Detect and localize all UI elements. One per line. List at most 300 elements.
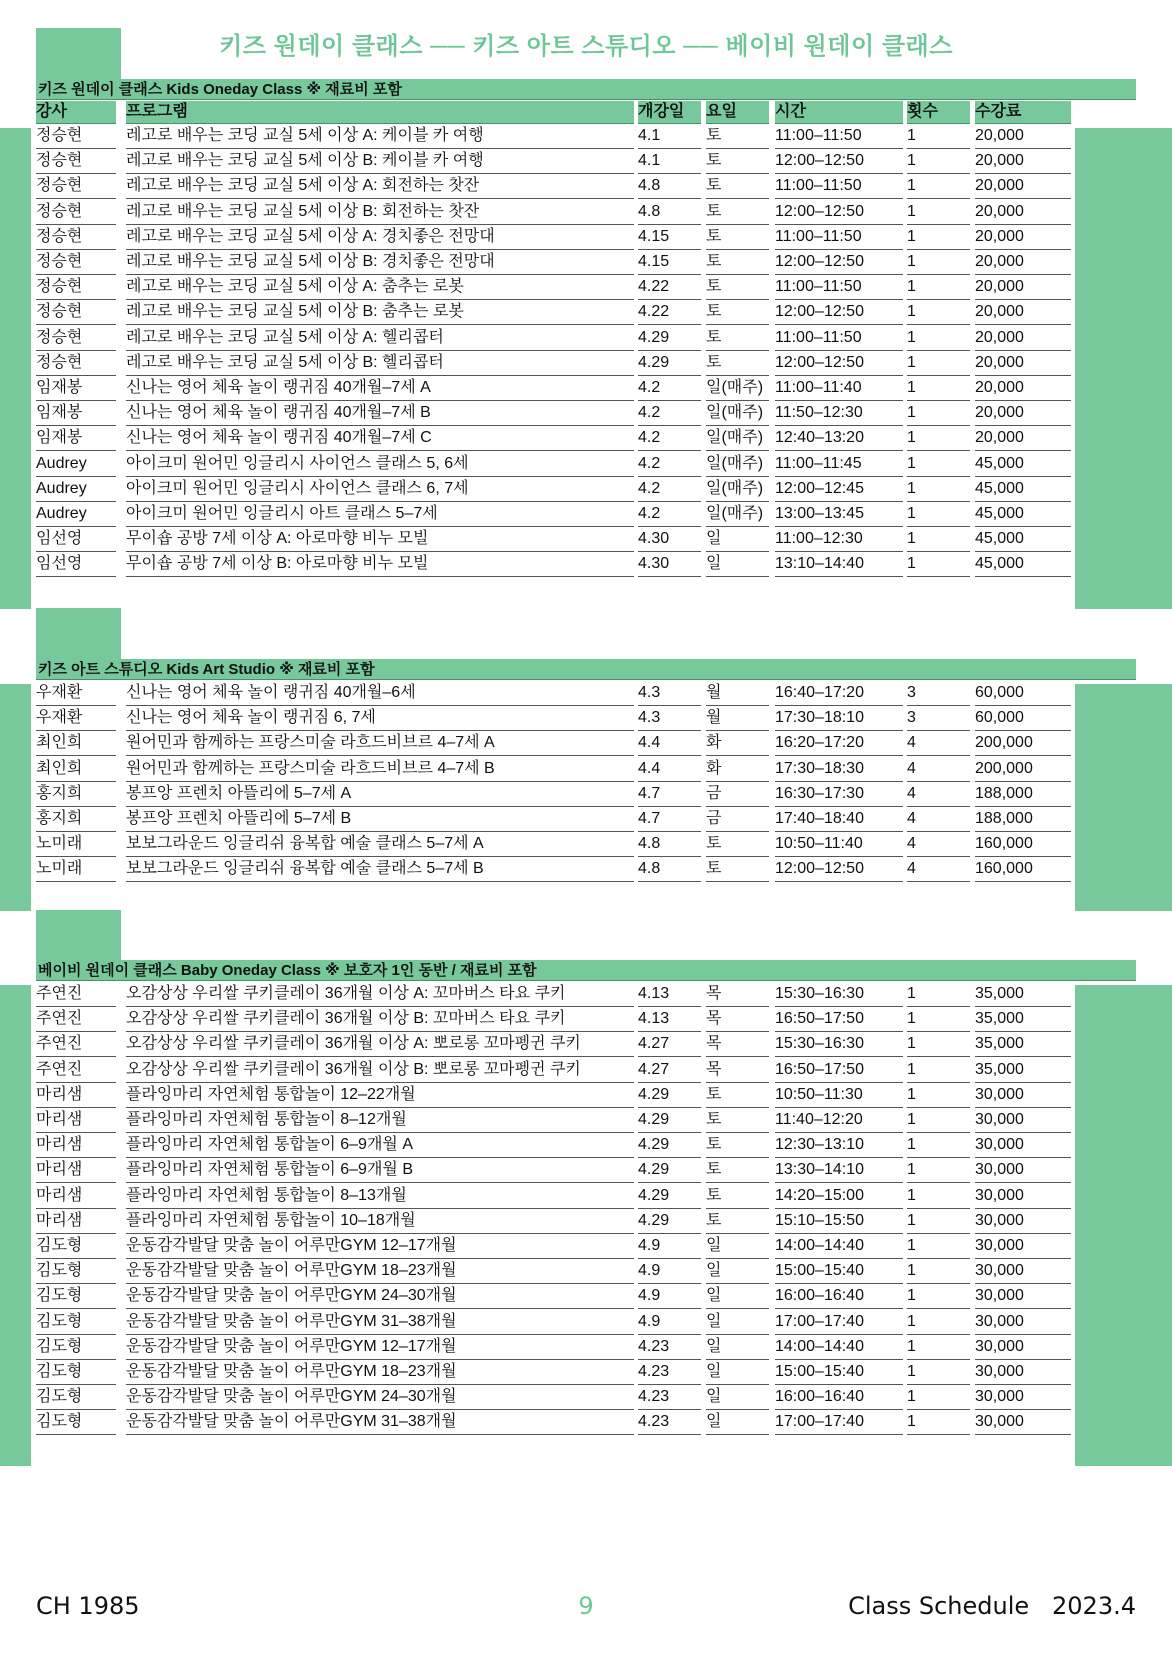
- row-weekday: 토: [706, 275, 769, 300]
- row-instructor: 마리샘: [36, 1158, 116, 1183]
- table-row: [36, 477, 1136, 503]
- row-time: 11:00–11:50: [775, 326, 903, 351]
- row-weekday: 일: [706, 1259, 769, 1284]
- row-start-date: 4.23: [638, 1360, 701, 1385]
- row-session-count: 1: [907, 225, 970, 250]
- row-weekday: 금: [706, 807, 769, 832]
- table-row: [36, 1385, 1136, 1411]
- row-weekday: 토: [706, 1108, 769, 1133]
- header-program: 프로그램: [126, 101, 634, 124]
- row-program: 오감상상 우리쌀 쿠키클레이 36개월 이상 B: 뽀로롱 꼬마펭귄 쿠키: [126, 1058, 634, 1083]
- row-instructor: 우재환: [36, 681, 116, 706]
- row-time: 15:00–15:40: [775, 1259, 903, 1284]
- row-session-count: 4: [907, 782, 970, 807]
- row-time: 17:30–18:30: [775, 757, 903, 782]
- row-session-count: 1: [907, 1032, 970, 1057]
- row-time: 11:00–11:50: [775, 174, 903, 199]
- row-time: 11:00–11:45: [775, 452, 903, 477]
- row-fee: 30,000: [975, 1083, 1071, 1108]
- row-instructor: 임재봉: [36, 376, 116, 401]
- row-instructor: 정승현: [36, 326, 116, 351]
- row-start-date: 4.22: [638, 275, 701, 300]
- row-weekday: 토: [706, 1209, 769, 1234]
- row-program: 운동감각발달 맞춤 놀이 어루만GYM 31–38개월: [126, 1410, 634, 1435]
- table-row: [36, 250, 1136, 276]
- row-start-date: 4.27: [638, 1058, 701, 1083]
- row-weekday: 토: [706, 200, 769, 225]
- row-session-count: 1: [907, 1310, 970, 1335]
- table-row: [36, 326, 1136, 352]
- row-session-count: 4: [907, 832, 970, 857]
- row-session-count: 1: [907, 477, 970, 502]
- table-row: [36, 426, 1136, 452]
- row-instructor: 임선영: [36, 552, 116, 577]
- row-session-count: 1: [907, 982, 970, 1007]
- row-weekday: 목: [706, 1058, 769, 1083]
- row-fee: 35,000: [975, 1058, 1071, 1083]
- row-weekday: 목: [706, 1007, 769, 1032]
- table-row: [36, 832, 1136, 858]
- row-time: 16:00–16:40: [775, 1284, 903, 1309]
- row-start-date: 4.15: [638, 225, 701, 250]
- footer-brand: CH 1985: [36, 1592, 140, 1620]
- row-fee: 20,000: [975, 275, 1071, 300]
- table-row: [36, 1007, 1136, 1033]
- row-session-count: 4: [907, 731, 970, 756]
- row-program: 봉프앙 프렌치 아뜰리에 5–7세 A: [126, 782, 634, 807]
- row-instructor: 정승현: [36, 275, 116, 300]
- row-weekday: 토: [706, 1184, 769, 1209]
- row-weekday: 화: [706, 757, 769, 782]
- row-start-date: 4.3: [638, 681, 701, 706]
- row-fee: 30,000: [975, 1385, 1071, 1410]
- row-weekday: 월: [706, 681, 769, 706]
- row-start-date: 4.2: [638, 477, 701, 502]
- row-program: 플라잉마리 자연체험 통합놀이 6–9개월 A: [126, 1133, 634, 1158]
- row-fee: 20,000: [975, 149, 1071, 174]
- section-title: 키즈 원데이 클래스 Kids Oneday Class ※ 재료비 포함: [36, 79, 1136, 100]
- deco-strip-left-3: [0, 985, 31, 1466]
- row-session-count: 1: [907, 452, 970, 477]
- row-weekday: 토: [706, 300, 769, 325]
- row-start-date: 4.30: [638, 527, 701, 552]
- deco-strip-left-1: [0, 128, 31, 609]
- row-instructor: 마리샘: [36, 1108, 116, 1133]
- row-fee: 30,000: [975, 1335, 1071, 1360]
- deco-strip-left-2: [0, 684, 31, 911]
- row-program: 레고로 배우는 코딩 교실 5세 이상 A: 회전하는 찻잔: [126, 174, 634, 199]
- row-program: 신나는 영어 체육 놀이 랭귀짐 40개월–7세 C: [126, 426, 634, 451]
- table-row: [36, 1058, 1136, 1084]
- row-instructor: Audrey: [36, 452, 116, 477]
- row-weekday: 일: [706, 1234, 769, 1259]
- row-fee: 160,000: [975, 857, 1071, 882]
- row-weekday: 토: [706, 149, 769, 174]
- row-fee: 188,000: [975, 782, 1071, 807]
- row-fee: 30,000: [975, 1284, 1071, 1309]
- row-instructor: Audrey: [36, 502, 116, 527]
- header-time: 시간: [775, 101, 903, 124]
- table-row: [36, 982, 1136, 1008]
- row-time: 12:00–12:50: [775, 149, 903, 174]
- row-start-date: 4.29: [638, 1133, 701, 1158]
- row-weekday: 일: [706, 1310, 769, 1335]
- table-row: [36, 1284, 1136, 1310]
- table-row: [36, 1032, 1136, 1058]
- row-time: 12:00–12:50: [775, 351, 903, 376]
- row-time: 16:00–16:40: [775, 1385, 903, 1410]
- row-start-date: 4.9: [638, 1234, 701, 1259]
- row-weekday: 화: [706, 731, 769, 756]
- row-program: 원어민과 함께하는 프랑스미술 라흐드비브르 4–7세 A: [126, 731, 634, 756]
- row-instructor: 임재봉: [36, 401, 116, 426]
- row-instructor: 주연진: [36, 1058, 116, 1083]
- row-session-count: 1: [907, 1335, 970, 1360]
- row-time: 15:00–15:40: [775, 1360, 903, 1385]
- row-fee: 30,000: [975, 1209, 1071, 1234]
- row-weekday: 일: [706, 527, 769, 552]
- row-time: 12:00–12:50: [775, 857, 903, 882]
- row-start-date: 4.23: [638, 1385, 701, 1410]
- row-fee: 200,000: [975, 757, 1071, 782]
- row-session-count: 1: [907, 124, 970, 149]
- row-weekday: 일: [706, 1360, 769, 1385]
- row-fee: 30,000: [975, 1360, 1071, 1385]
- table-row: [36, 1083, 1136, 1109]
- row-fee: 45,000: [975, 477, 1071, 502]
- table-row: [36, 1108, 1136, 1134]
- row-start-date: 4.2: [638, 376, 701, 401]
- row-fee: 45,000: [975, 452, 1071, 477]
- row-instructor: 주연진: [36, 1007, 116, 1032]
- row-session-count: 1: [907, 426, 970, 451]
- row-program: 오감상상 우리쌀 쿠키클레이 36개월 이상 A: 꼬마버스 타요 쿠키: [126, 982, 634, 1007]
- table-row: [36, 1360, 1136, 1386]
- row-start-date: 4.29: [638, 1108, 701, 1133]
- row-program: 레고로 배우는 코딩 교실 5세 이상 B: 헬리콥터: [126, 351, 634, 376]
- row-program: 운동감각발달 맞춤 놀이 어루만GYM 12–17개월: [126, 1335, 634, 1360]
- row-weekday: 일: [706, 1284, 769, 1309]
- row-time: 11:00–12:30: [775, 527, 903, 552]
- row-start-date: 4.1: [638, 149, 701, 174]
- table-row: [36, 452, 1136, 478]
- table-row: [36, 731, 1136, 757]
- row-time: 17:30–18:10: [775, 706, 903, 731]
- row-start-date: 4.7: [638, 807, 701, 832]
- row-fee: 45,000: [975, 502, 1071, 527]
- row-weekday: 일(매주): [706, 502, 769, 527]
- row-start-date: 4.7: [638, 782, 701, 807]
- row-time: 11:50–12:30: [775, 401, 903, 426]
- row-fee: 20,000: [975, 300, 1071, 325]
- row-time: 12:30–13:10: [775, 1133, 903, 1158]
- row-program: 플라잉마리 자연체험 통합놀이 12–22개월: [126, 1083, 634, 1108]
- row-start-date: 4.27: [638, 1032, 701, 1057]
- row-fee: 20,000: [975, 376, 1071, 401]
- table-row: [36, 1234, 1136, 1260]
- row-session-count: 1: [907, 1133, 970, 1158]
- row-time: 16:40–17:20: [775, 681, 903, 706]
- row-time: 16:20–17:20: [775, 731, 903, 756]
- row-program: 보보그라운드 잉글리쉬 융복합 예술 클래스 5–7세 A: [126, 832, 634, 857]
- row-start-date: 4.15: [638, 250, 701, 275]
- row-time: 11:00–11:50: [775, 275, 903, 300]
- row-instructor: 노미래: [36, 857, 116, 882]
- row-time: 10:50–11:40: [775, 832, 903, 857]
- row-start-date: 4.9: [638, 1284, 701, 1309]
- row-time: 11:00–11:40: [775, 376, 903, 401]
- table-row: [36, 174, 1136, 200]
- row-instructor: 마리샘: [36, 1083, 116, 1108]
- row-fee: 160,000: [975, 832, 1071, 857]
- header-fee: 수강료: [975, 101, 1071, 124]
- row-session-count: 3: [907, 706, 970, 731]
- row-fee: 20,000: [975, 225, 1071, 250]
- row-start-date: 4.8: [638, 174, 701, 199]
- row-session-count: 1: [907, 1083, 970, 1108]
- row-weekday: 월: [706, 706, 769, 731]
- row-session-count: 1: [907, 502, 970, 527]
- table-row: [36, 757, 1136, 783]
- row-start-date: 4.29: [638, 1184, 701, 1209]
- row-fee: 35,000: [975, 1032, 1071, 1057]
- row-weekday: 토: [706, 225, 769, 250]
- row-weekday: 토: [706, 326, 769, 351]
- row-start-date: 4.23: [638, 1410, 701, 1435]
- row-instructor: 정승현: [36, 351, 116, 376]
- row-weekday: 일(매주): [706, 477, 769, 502]
- row-fee: 60,000: [975, 681, 1071, 706]
- row-time: 15:10–15:50: [775, 1209, 903, 1234]
- row-session-count: 1: [907, 1058, 970, 1083]
- table-row: [36, 225, 1136, 251]
- table-row: [36, 1133, 1136, 1159]
- deco-block-mid-2: [36, 910, 121, 962]
- row-session-count: 1: [907, 351, 970, 376]
- row-start-date: 4.8: [638, 200, 701, 225]
- row-program: 레고로 배우는 코딩 교실 5세 이상 A: 케이블 카 여행: [126, 124, 634, 149]
- row-instructor: 김도형: [36, 1410, 116, 1435]
- row-program: 레고로 배우는 코딩 교실 5세 이상 B: 케이블 카 여행: [126, 149, 634, 174]
- row-program: 운동감각발달 맞춤 놀이 어루만GYM 24–30개월: [126, 1385, 634, 1410]
- row-instructor: 마리샘: [36, 1133, 116, 1158]
- row-program: 봉프앙 프렌치 아뜰리에 5–7세 B: [126, 807, 634, 832]
- row-session-count: 1: [907, 174, 970, 199]
- row-start-date: 4.29: [638, 1083, 701, 1108]
- row-program: 신나는 영어 체육 놀이 랭귀짐 40개월–7세 B: [126, 401, 634, 426]
- page-title: 키즈 원데이 클래스 ── 키즈 아트 스튜디오 ── 베이비 원데이 클래스: [219, 33, 953, 60]
- row-start-date: 4.29: [638, 1209, 701, 1234]
- row-time: 14:00–14:40: [775, 1234, 903, 1259]
- row-time: 12:00–12:50: [775, 300, 903, 325]
- row-fee: 188,000: [975, 807, 1071, 832]
- row-time: 16:50–17:50: [775, 1007, 903, 1032]
- row-fee: 30,000: [975, 1259, 1071, 1284]
- row-start-date: 4.2: [638, 426, 701, 451]
- page-number: 9: [578, 1592, 594, 1620]
- row-weekday: 토: [706, 250, 769, 275]
- row-time: 13:30–14:10: [775, 1158, 903, 1183]
- row-time: 17:00–17:40: [775, 1410, 903, 1435]
- row-session-count: 1: [907, 552, 970, 577]
- row-session-count: 1: [907, 1209, 970, 1234]
- row-program: 운동감각발달 맞춤 놀이 어루만GYM 24–30개월: [126, 1284, 634, 1309]
- row-program: 운동감각발달 맞춤 놀이 어루만GYM 18–23개월: [126, 1259, 634, 1284]
- row-fee: 30,000: [975, 1184, 1071, 1209]
- row-program: 신나는 영어 체육 놀이 랭귀짐 40개월–7세 A: [126, 376, 634, 401]
- row-instructor: 홍지희: [36, 807, 116, 832]
- row-program: 운동감각발달 맞춤 놀이 어루만GYM 18–23개월: [126, 1360, 634, 1385]
- row-instructor: 정승현: [36, 200, 116, 225]
- row-program: 레고로 배우는 코딩 교실 5세 이상 B: 회전하는 찻잔: [126, 200, 634, 225]
- header-count: 횟수: [907, 101, 970, 124]
- table-row: [36, 1410, 1136, 1436]
- row-start-date: 4.29: [638, 326, 701, 351]
- row-program: 레고로 배우는 코딩 교실 5세 이상 A: 춤추는 로봇: [126, 275, 634, 300]
- row-fee: 35,000: [975, 1007, 1071, 1032]
- row-fee: 20,000: [975, 250, 1071, 275]
- row-weekday: 토: [706, 832, 769, 857]
- row-fee: 20,000: [975, 426, 1071, 451]
- row-fee: 20,000: [975, 401, 1071, 426]
- row-session-count: 1: [907, 1284, 970, 1309]
- row-program: 오감상상 우리쌀 쿠키클레이 36개월 이상 B: 꼬마버스 타요 쿠키: [126, 1007, 634, 1032]
- row-time: 17:40–18:40: [775, 807, 903, 832]
- row-time: 12:00–12:50: [775, 250, 903, 275]
- row-start-date: 4.2: [638, 502, 701, 527]
- row-fee: 30,000: [975, 1158, 1071, 1183]
- row-weekday: 토: [706, 174, 769, 199]
- row-instructor: 김도형: [36, 1385, 116, 1410]
- row-weekday: 토: [706, 1083, 769, 1108]
- row-session-count: 1: [907, 401, 970, 426]
- row-fee: 20,000: [975, 351, 1071, 376]
- row-session-count: 4: [907, 757, 970, 782]
- row-start-date: 4.13: [638, 1007, 701, 1032]
- row-session-count: 1: [907, 1007, 970, 1032]
- table-row: [36, 275, 1136, 301]
- row-session-count: 1: [907, 1108, 970, 1133]
- row-start-date: 4.13: [638, 982, 701, 1007]
- row-fee: 20,000: [975, 200, 1071, 225]
- row-session-count: 1: [907, 326, 970, 351]
- row-session-count: 1: [907, 1385, 970, 1410]
- row-weekday: 토: [706, 1158, 769, 1183]
- row-instructor: 김도형: [36, 1284, 116, 1309]
- table-row: [36, 552, 1136, 578]
- row-instructor: 주연진: [36, 1032, 116, 1057]
- row-weekday: 토: [706, 857, 769, 882]
- row-instructor: 정승현: [36, 225, 116, 250]
- row-session-count: 4: [907, 807, 970, 832]
- table-row: [36, 149, 1136, 175]
- row-fee: 60,000: [975, 706, 1071, 731]
- row-weekday: 목: [706, 1032, 769, 1057]
- row-instructor: 마리샘: [36, 1184, 116, 1209]
- row-start-date: 4.22: [638, 300, 701, 325]
- row-instructor: 김도형: [36, 1335, 116, 1360]
- table-row: [36, 1335, 1136, 1361]
- row-weekday: 일(매주): [706, 452, 769, 477]
- row-instructor: 정승현: [36, 124, 116, 149]
- row-time: 13:10–14:40: [775, 552, 903, 577]
- row-weekday: 일: [706, 1335, 769, 1360]
- table-row: [36, 782, 1136, 808]
- row-session-count: 1: [907, 200, 970, 225]
- table-row: [36, 1184, 1136, 1210]
- row-program: 운동감각발달 맞춤 놀이 어루만GYM 12–17개월: [126, 1234, 634, 1259]
- row-program: 무이숍 공방 7세 이상 B: 아로마향 비누 모빌: [126, 552, 634, 577]
- table-row: [36, 857, 1136, 883]
- row-weekday: 금: [706, 782, 769, 807]
- row-program: 아이크미 원어민 잉글리시 사이언스 클래스 5, 6세: [126, 452, 634, 477]
- table-row: [36, 401, 1136, 427]
- row-fee: 200,000: [975, 731, 1071, 756]
- row-fee: 30,000: [975, 1108, 1071, 1133]
- table-row: [36, 681, 1136, 707]
- row-weekday: 일(매주): [706, 376, 769, 401]
- row-fee: 30,000: [975, 1133, 1071, 1158]
- row-program: 신나는 영어 체육 놀이 랭귀짐 40개월–6세: [126, 681, 634, 706]
- row-start-date: 4.8: [638, 832, 701, 857]
- table-row: [36, 1259, 1136, 1285]
- row-instructor: 홍지희: [36, 782, 116, 807]
- row-start-date: 4.30: [638, 552, 701, 577]
- row-session-count: 1: [907, 1234, 970, 1259]
- row-program: 레고로 배우는 코딩 교실 5세 이상 B: 경치좋은 전망대: [126, 250, 634, 275]
- row-program: 운동감각발달 맞춤 놀이 어루만GYM 31–38개월: [126, 1310, 634, 1335]
- table-row: [36, 376, 1136, 402]
- row-time: 15:30–16:30: [775, 1032, 903, 1057]
- row-fee: 20,000: [975, 124, 1071, 149]
- row-program: 무이숍 공방 7세 이상 A: 아로마향 비누 모빌: [126, 527, 634, 552]
- row-time: 17:00–17:40: [775, 1310, 903, 1335]
- column-header-row: [36, 101, 1136, 123]
- row-instructor: 최인희: [36, 757, 116, 782]
- row-session-count: 1: [907, 300, 970, 325]
- row-instructor: Audrey: [36, 477, 116, 502]
- row-session-count: 1: [907, 1184, 970, 1209]
- footer-schedule-label: Class Schedule 2023.4: [848, 1592, 1136, 1620]
- table-row: [36, 706, 1136, 732]
- table-row: [36, 300, 1136, 326]
- row-fee: 45,000: [975, 552, 1071, 577]
- row-instructor: 최인희: [36, 731, 116, 756]
- row-fee: 30,000: [975, 1310, 1071, 1335]
- row-time: 10:50–11:30: [775, 1083, 903, 1108]
- row-program: 플라잉마리 자연체험 통합놀이 8–13개월: [126, 1184, 634, 1209]
- row-start-date: 4.2: [638, 401, 701, 426]
- row-time: 12:40–13:20: [775, 426, 903, 451]
- row-program: 레고로 배우는 코딩 교실 5세 이상 B: 춤추는 로봇: [126, 300, 634, 325]
- row-time: 13:00–13:45: [775, 502, 903, 527]
- row-weekday: 일: [706, 552, 769, 577]
- row-instructor: 정승현: [36, 300, 116, 325]
- row-time: 11:00–11:50: [775, 124, 903, 149]
- row-instructor: 정승현: [36, 149, 116, 174]
- table-row: [36, 502, 1136, 528]
- row-instructor: 우재환: [36, 706, 116, 731]
- row-weekday: 토: [706, 124, 769, 149]
- row-start-date: 4.29: [638, 351, 701, 376]
- row-session-count: 1: [907, 1158, 970, 1183]
- row-session-count: 3: [907, 681, 970, 706]
- row-session-count: 4: [907, 857, 970, 882]
- row-start-date: 4.29: [638, 1158, 701, 1183]
- row-weekday: 일(매주): [706, 426, 769, 451]
- table-row: [36, 1310, 1136, 1336]
- header-instructor: 강사: [36, 101, 116, 124]
